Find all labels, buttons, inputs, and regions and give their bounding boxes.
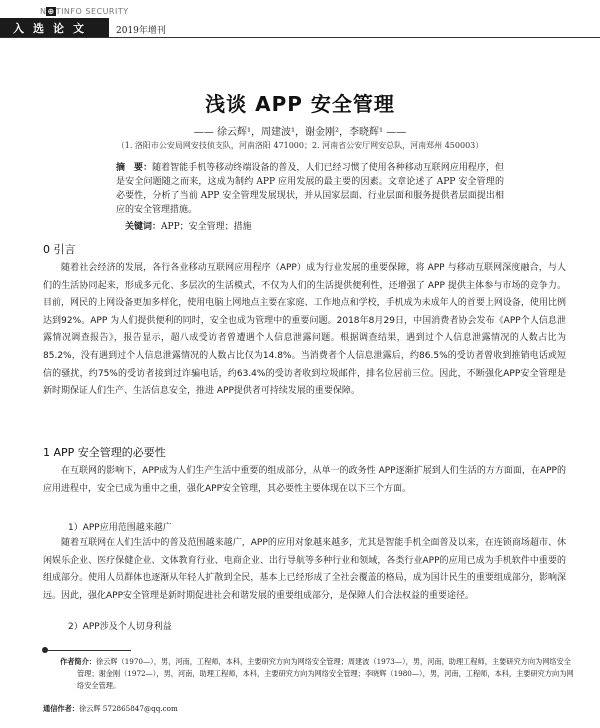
paragraph-intro: 随着社会经济的发展，各行各业移动互联网应用程序（APP）成为行业发展的重要保障，将 APP 与移动互联网深度融合，与人们的生活协同起来，形成多元化、多层次的生活模式，不仅为人们的生活提供便利性，还增强了 APP 提供主体参与市场的竞争力。目前，网民的上网设备更加多样化，使用电脑上网地点主要在家庭、工作地点和学校，手机成为未成年人的首要上网设备，使用比例达到92%。APP 为人们提供便利的同时，安全也成为管理中的重要问题。2018年8月29日，中国消费者协会发布《APP个人信息泄露情况调查报告》，报告显示，超八成受访者曾遭遇个人信息泄露问题。根据调查结果，遇到过个人信息泄露情况的人数占比为85.2%，没有遇到过个人信息泄露情况的人数占比仅为14.8%。当消费者个人信息泄露后，约86.5%的受访者曾收到推销电话或短信的骚扰，约75%的受访者接到过诈骗电话，约63.4%的受访者收到垃圾邮件，排名位居前三位。因此，不断强化APP安全管理是新时期保证人们生产、生活信息安全，推进 APP提供者可持续发展的重要保障。 bbox=[43, 263, 566, 397]
keywords-label: 关键词： bbox=[125, 222, 162, 232]
abstract bbox=[116, 161, 504, 217]
paragraph-scope: 随着互联网在人们生活中的普及范围越来越广，APP的应用对象越来越多，尤其是智能手机全面普及以来，在连锁商场超市、休闲娱乐企业、医疗保健企业、文体教育行业、电商企业、出行导航等多种行业和领域，各类行业APP的应用已成为手机软件中重要的组成部分。使用人员群体也逐渐从年轻人扩散到全民，基本上已经形成了全社会覆盖的格局，成为国计民生的重要组成部分，影响深远。因此，强化APP安全管理是新时期促进社会和谐发展的重要组成部分，是保障人们合法权益的重要途径。 bbox=[43, 538, 566, 601]
subsection-heading-interest: 2）APP涉及个人切身利益 bbox=[68, 622, 172, 632]
issue-label: 2019年增刊 bbox=[116, 26, 166, 36]
author-bio-text: 徐云辉（1970—），男，河南，工程师，本科，主要研究方向为网络安全管理；周建波（1973—），男，河南，助理工程师，主要研究方向为网络安全管理；谢金刚（1972—），男，河南，助理工程师，本科，主要研究方向为网络安全管理；李晓辉（1980—），男，河南，工程师，本科，主要研究方向为网络安全管理。 bbox=[77, 657, 574, 690]
header-rule bbox=[0, 37, 600, 38]
paragraph-necessity: 在互联网的影响下，APP成为人们生产生活中重要的组成部分，从单一的政务性 APP逐渐扩展到人们生活的方方面面，在APP的应用进程中，安全已成为重中之重，强化APP安全管理，其必要性主要体现在以下三个方面。 bbox=[43, 466, 566, 494]
footnote-rule bbox=[43, 650, 131, 651]
author-list: —— 徐云辉¹，周建波¹，谢金刚²，李晓辉¹ —— bbox=[193, 127, 407, 138]
corresponding-author-label: 通信作者： bbox=[43, 704, 79, 713]
author-bio-footnote bbox=[60, 656, 577, 692]
journal-logo: N⊕TINFO SECURITY bbox=[40, 7, 129, 16]
author-bio-label: 作者简介： bbox=[60, 657, 96, 666]
paper-title: 浅谈 APP 安全管理 bbox=[205, 92, 395, 116]
corresponding-author-text: 徐云辉 572865847@qq.com bbox=[78, 704, 178, 713]
keywords bbox=[125, 219, 252, 232]
section-heading-necessity: 1 APP 安全管理的必要性 bbox=[43, 446, 166, 459]
logo-mark-icon: ⊕ bbox=[47, 7, 55, 16]
abstract-text: 随着智能手机等移动终端设备的普及，人们已经习惯了使用各种移动互联网应用程序，但是安全问题随之而来，这成为制约 APP 应用发展的最主要的因素。文章论述了 APP 安全管理的必要性，分析了当前 APP 安全管理发展现状，并从国家层面、行业层面和服务提供者层面提出相应的安全管理措施。 bbox=[116, 163, 504, 215]
section-label: 入选论文 bbox=[13, 22, 93, 35]
abstract-label: 摘 要： bbox=[116, 163, 153, 173]
affiliation: （1. 洛阳市公安局网安技侦支队，河南洛阳 471000；2. 河南省公安厅网安总队，河南郑州 450003） bbox=[116, 141, 484, 150]
keywords-text: APP；安全管理；措施 bbox=[161, 222, 252, 232]
corresponding-author bbox=[43, 704, 178, 714]
section-heading-intro: 0 引言 bbox=[43, 243, 76, 256]
running-header bbox=[0, 0, 600, 42]
subsection-heading-scope: 1）APP应用范围越来越广 bbox=[68, 523, 172, 533]
